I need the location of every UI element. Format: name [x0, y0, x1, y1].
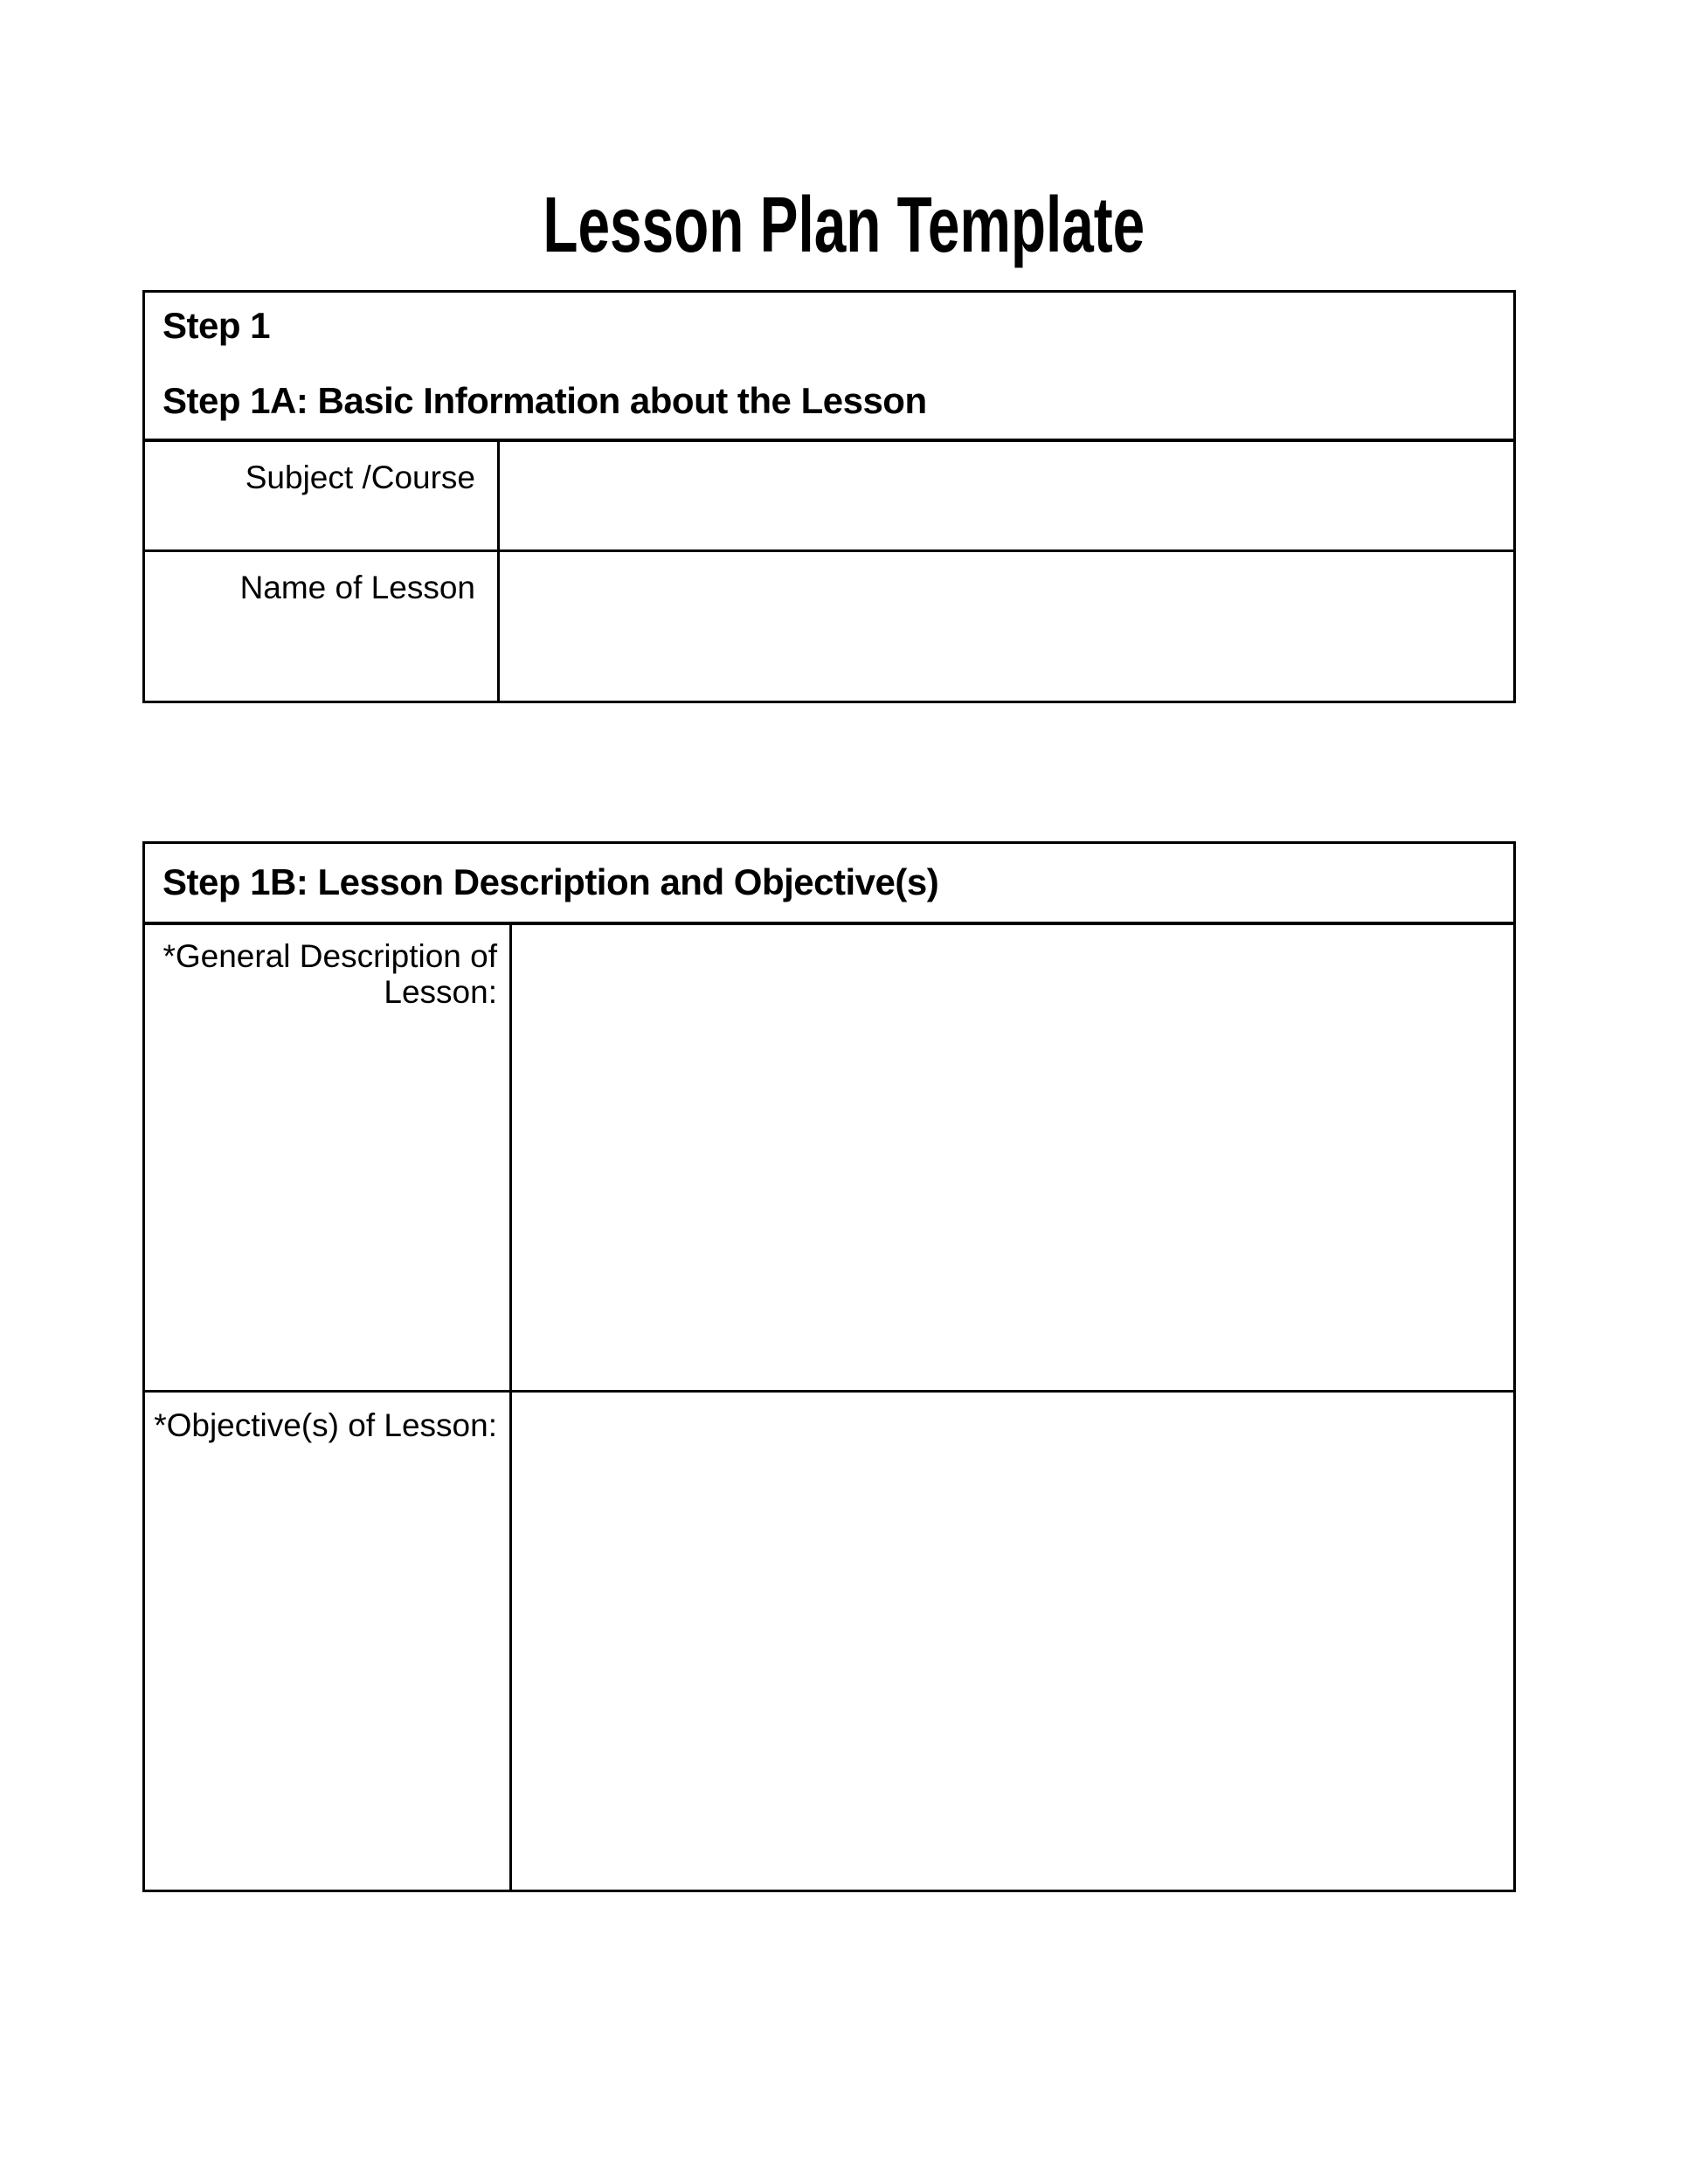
objectives-label: *Objective(s) of Lesson:: [144, 1392, 511, 1891]
table-row: [144, 923, 1515, 1392]
name-of-lesson-label: Name of Lesson: [144, 551, 499, 702]
page-title-text: Lesson Plan Template: [543, 182, 1145, 269]
table-row: [144, 551, 1515, 702]
table-row: [144, 440, 1515, 551]
table-row: [144, 1392, 1515, 1891]
general-description-label-line1: *General Description of: [163, 937, 497, 974]
objectives-value-cell[interactable]: [511, 1392, 1515, 1891]
general-description-label-line2: Lesson:: [384, 973, 497, 1010]
subject-course-value-cell[interactable]: [499, 440, 1515, 551]
step1b-header-cell: Step 1B: Lesson Description and Objective(s): [144, 843, 1515, 923]
general-description-label: [144, 923, 511, 1392]
step1-heading: Step 1: [163, 305, 271, 346]
lesson-description-table: [142, 841, 1516, 1892]
subject-course-label: Subject /Course: [144, 440, 499, 551]
table-row: [144, 843, 1515, 923]
table-row: [144, 292, 1515, 440]
page-title: [0, 182, 1688, 269]
step1-header-cell: [144, 292, 1515, 440]
basic-information-table: [142, 290, 1516, 703]
step1a-heading: Step 1A: Basic Information about the Lesson: [163, 380, 927, 421]
general-description-value-cell[interactable]: [511, 923, 1515, 1392]
name-of-lesson-value-cell[interactable]: [499, 551, 1515, 702]
